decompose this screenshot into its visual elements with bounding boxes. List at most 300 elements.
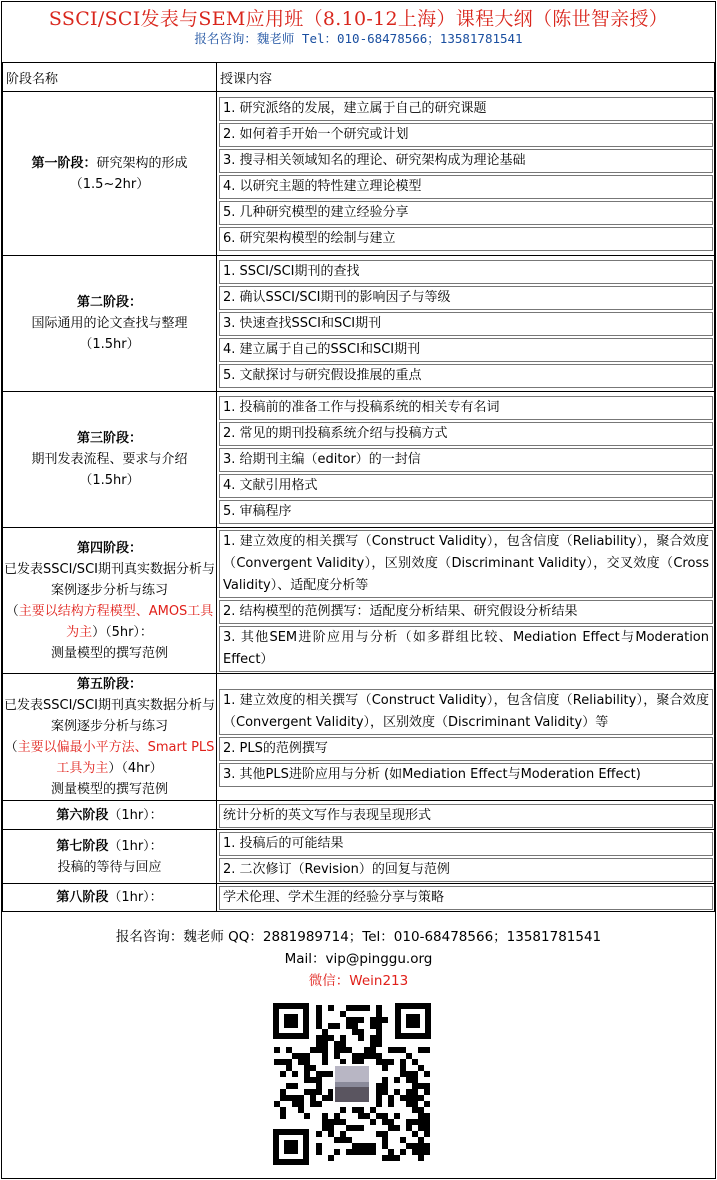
list-item: 3. 搜寻相关领域知名的理论、研究架构成为理论基础 <box>219 149 713 173</box>
stage-name-cell <box>3 92 217 256</box>
qr-module <box>328 1005 334 1011</box>
qr-module <box>370 1017 376 1023</box>
qr-module <box>304 1089 310 1095</box>
qr-module <box>310 1065 316 1071</box>
stage-topic: 已发表SSCI/SCI期刊真实数据分析与案例逐步分析与练习 <box>4 698 215 734</box>
stage-content-cell <box>217 92 715 256</box>
table-row <box>3 674 715 801</box>
qr-module <box>292 1083 298 1089</box>
stage-duration: （1.5~2hr） <box>69 176 150 192</box>
stage-duration: （1.5hr） <box>79 473 140 488</box>
stage-name-cell <box>3 884 217 912</box>
qr-module <box>424 1131 430 1137</box>
list-item: 3. 其他PLS进阶应用与分析 (如Mediation Effect与Moderation Effect) <box>219 763 713 787</box>
qr-module <box>388 1149 394 1155</box>
qr-module <box>334 1023 340 1029</box>
qr-module <box>376 1017 382 1023</box>
qr-module <box>376 1029 382 1035</box>
list-item: 4. 建立属于自己的SSCI和SCI期刊 <box>219 338 713 362</box>
qr-module <box>316 1143 322 1149</box>
qr-module <box>304 1053 310 1059</box>
qr-module <box>382 1065 388 1071</box>
stage-name-cell <box>3 528 217 674</box>
qr-module <box>316 1041 322 1047</box>
stage-content-cell <box>217 830 715 884</box>
qr-module <box>280 1095 286 1101</box>
qr-module <box>298 1059 304 1065</box>
qr-module <box>334 1119 340 1125</box>
qr-module <box>358 1035 364 1041</box>
qr-module <box>364 1005 370 1011</box>
qr-module <box>280 1059 286 1065</box>
qr-module <box>364 1053 370 1059</box>
qr-module <box>400 1095 406 1101</box>
qr-module <box>340 1107 346 1113</box>
qr-module <box>328 1035 334 1041</box>
qr-module <box>328 1125 334 1131</box>
qr-module <box>316 1035 322 1041</box>
qr-module <box>286 1095 292 1101</box>
qr-module <box>388 1155 394 1161</box>
list-item: 5. 审稿程序 <box>219 500 713 524</box>
qr-module <box>364 1143 370 1149</box>
qr-module <box>376 1041 382 1047</box>
qr-module <box>316 1047 322 1053</box>
qr-module <box>352 1143 358 1149</box>
qr-module <box>412 1149 418 1155</box>
contact-line: 报名咨询：魏老师 QQ：2881989714；Tel：010-68478566；13581781541 <box>115 929 602 945</box>
qr-module <box>376 1083 382 1089</box>
qr-module <box>418 1143 424 1149</box>
qr-module <box>334 1137 340 1143</box>
stage-tool-open: （ <box>4 740 18 755</box>
qr-module <box>406 1077 412 1083</box>
list-item: 3. 给期刊主编（editor）的一封信 <box>219 448 713 472</box>
qr-module <box>382 1017 388 1023</box>
qr-module <box>304 1071 310 1077</box>
table-row <box>3 256 715 392</box>
qr-module <box>376 1059 382 1065</box>
stage-duration: ）（5hr）： <box>92 624 153 640</box>
stage-label: 第二阶段： <box>76 295 142 310</box>
qr-module <box>376 1005 382 1011</box>
qr-module <box>382 1059 388 1065</box>
qr-module <box>418 1107 424 1113</box>
qr-module <box>382 1137 388 1143</box>
list-item: 2. 如何着手开始一个研究或计划 <box>219 123 713 147</box>
qr-module <box>292 1071 298 1077</box>
list-item: 2. 结构模型的范例撰写：适配度分析结果、研究假设分析结果 <box>219 600 713 624</box>
mail-line: Mail：vip@pinggu.org <box>284 951 433 967</box>
qr-module <box>292 1053 298 1059</box>
qr-module <box>412 1059 418 1065</box>
stage-content-cell <box>217 884 715 912</box>
qr-module <box>400 1137 406 1143</box>
qr-module <box>322 1053 328 1059</box>
qr-module <box>316 1011 322 1017</box>
stage-label: 第四阶段： <box>76 540 142 556</box>
qr-module <box>364 1149 370 1155</box>
stage-label: 第八阶段 <box>56 890 109 905</box>
qr-module <box>424 1101 430 1107</box>
list-item: 2. 常见的期刊投稿系统介绍与投稿方式 <box>219 422 713 446</box>
stage-name-cell <box>3 830 217 884</box>
list-item: 1. 投稿前的准备工作与投稿系统的相关专有名词 <box>219 396 713 420</box>
qr-module <box>382 1119 388 1125</box>
qr-module <box>376 1089 382 1095</box>
table-row <box>3 392 715 528</box>
qr-module <box>412 1077 418 1083</box>
stage-name-cell <box>3 801 217 830</box>
qr-module <box>322 1047 328 1053</box>
qr-module <box>418 1155 424 1161</box>
qr-module <box>274 1101 280 1107</box>
qr-module <box>412 1095 418 1101</box>
qr-module <box>424 1113 430 1119</box>
list-item: 4. 以研究主题的特性建立理论模型 <box>219 175 713 199</box>
qr-module <box>298 1053 304 1059</box>
qr-module <box>376 1113 382 1119</box>
qr-module <box>358 1125 364 1131</box>
qr-module <box>388 1059 394 1065</box>
qr-module <box>394 1155 400 1161</box>
table-header-row <box>3 63 715 92</box>
qr-module <box>280 1113 286 1119</box>
qr-module <box>358 1005 364 1011</box>
qr-module <box>352 1029 358 1035</box>
qr-module <box>316 1005 322 1011</box>
qr-module <box>358 1053 364 1059</box>
stage-content-cell <box>217 256 715 392</box>
qr-module <box>310 1077 316 1083</box>
qr-module <box>370 1119 376 1125</box>
qr-module <box>316 1149 322 1155</box>
qr-module <box>322 1029 328 1035</box>
qr-module <box>394 1089 400 1095</box>
stage-content-cell <box>217 674 715 801</box>
list-item: 6. 研究架构模型的绘制与建立 <box>219 227 713 251</box>
qr-module <box>388 1047 394 1053</box>
qr-module <box>340 1131 346 1137</box>
qr-module <box>424 1149 430 1155</box>
qr-module <box>400 1047 406 1053</box>
qr-module <box>376 1011 382 1017</box>
stage-topic: 投稿的等待与回应 <box>57 859 162 875</box>
qr-module <box>418 1047 424 1053</box>
qr-module <box>412 1083 418 1089</box>
qr-module <box>388 1125 394 1131</box>
qr-module <box>418 1113 424 1119</box>
qr-module <box>322 1119 328 1125</box>
qr-module <box>352 1053 358 1059</box>
qr-module <box>394 1113 400 1119</box>
qr-module <box>424 1047 430 1053</box>
qr-module <box>298 1101 304 1107</box>
stage-topic: 国际通用的论文查找与整理 <box>31 316 188 331</box>
qr-module <box>358 1143 364 1149</box>
qr-module <box>274 1047 280 1053</box>
stage-duration: （1hr）： <box>108 838 163 854</box>
list-item: 4. 文献引用格式 <box>219 474 713 498</box>
qr-module <box>304 1065 310 1071</box>
qr-module <box>400 1059 406 1065</box>
qr-module <box>340 1035 346 1041</box>
course-outline-table <box>2 62 715 912</box>
qr-module <box>400 1071 406 1077</box>
qr-module <box>370 1053 376 1059</box>
qr-module <box>364 1047 370 1053</box>
qr-module <box>418 1149 424 1155</box>
qr-module <box>280 1071 286 1077</box>
qr-module <box>370 1143 376 1149</box>
stage-topic: 已发表SSCI/SCI期刊真实数据分析与案例逐步分析与练习 <box>4 561 215 598</box>
qr-module <box>322 1035 328 1041</box>
qr-module <box>364 1113 370 1119</box>
stage-label: 第六阶段 <box>56 807 109 823</box>
qr-module <box>424 1143 430 1149</box>
qr-module <box>292 1101 298 1107</box>
qr-module <box>304 1113 310 1119</box>
qr-module <box>352 1017 358 1023</box>
qr-module <box>358 1113 364 1119</box>
qr-module <box>424 1125 430 1131</box>
qr-module <box>328 1131 334 1137</box>
qr-module <box>346 1005 352 1011</box>
qr-module <box>334 1113 340 1119</box>
list-item: 1. 建立效度的相关撰写（Construct Validity），包含信度（Reliability），聚合效度（Convergent Validity），区别效度（Discriminant Validity）等 <box>219 689 713 735</box>
qr-module <box>322 1113 328 1119</box>
qr-module <box>406 1119 412 1125</box>
stage-name-cell <box>3 256 217 392</box>
qr-module <box>376 1023 382 1029</box>
qr-module <box>322 1095 328 1101</box>
qr-module <box>382 1143 388 1149</box>
qr-module <box>298 1095 304 1101</box>
qr-module <box>418 1137 424 1143</box>
qr-module <box>406 1071 412 1077</box>
table-row <box>3 801 715 830</box>
qr-module <box>412 1119 418 1125</box>
stage-label: 第三阶段： <box>76 431 142 446</box>
qr-module <box>358 1107 364 1113</box>
qr-code-icon <box>271 1001 433 1167</box>
qr-module <box>418 1095 424 1101</box>
qr-module <box>412 1089 418 1095</box>
qr-module <box>340 1119 346 1125</box>
qr-module <box>346 1047 352 1053</box>
qr-module <box>376 1095 382 1101</box>
qr-module <box>406 1089 412 1095</box>
qr-module <box>388 1095 394 1101</box>
stage-content-cell <box>217 528 715 674</box>
stage-topic-extra: 测量模型的撰写范例 <box>50 782 168 797</box>
qr-module <box>358 1149 364 1155</box>
qr-module <box>382 1155 388 1161</box>
list-item: 3. 其他SEM进阶应用与分析（如多群组比较、Mediation Effect与Moderation Effect） <box>219 626 713 672</box>
stage-name-cell <box>3 392 217 528</box>
qr-module <box>400 1149 406 1155</box>
qr-module <box>418 1119 424 1125</box>
stage-topic-extra: 测量模型的撰写范例 <box>50 645 168 661</box>
qr-module <box>286 1065 292 1071</box>
stage-tool-note: 主要以结构方程模型、AMOS工具为主 <box>18 603 214 640</box>
qr-module <box>370 1107 376 1113</box>
stage-content-cell <box>217 392 715 528</box>
qr-module <box>394 1077 400 1083</box>
qr-module <box>418 1125 424 1131</box>
qr-module <box>424 1119 430 1125</box>
qr-module <box>322 1125 328 1131</box>
qr-module <box>274 1059 280 1065</box>
qr-module <box>316 1077 322 1083</box>
qr-module <box>358 1029 364 1035</box>
qr-module <box>382 1131 388 1137</box>
qr-module <box>382 1089 388 1095</box>
qr-module <box>322 1071 328 1077</box>
qr-module <box>310 1089 316 1095</box>
qr-module <box>412 1143 418 1149</box>
qr-module <box>346 1137 352 1143</box>
qr-module <box>388 1101 394 1107</box>
list-item: 统计分析的英文写作与表现呈现形式 <box>219 804 713 828</box>
qr-module <box>304 1077 310 1083</box>
qr-module <box>346 1125 352 1131</box>
qr-module <box>370 1023 376 1029</box>
table-row <box>3 528 715 674</box>
qr-module <box>316 1071 322 1077</box>
qr-module <box>382 1077 388 1083</box>
qr-module <box>316 1101 322 1107</box>
qr-module <box>352 1107 358 1113</box>
qr-module <box>280 1089 286 1095</box>
table-row <box>3 92 715 256</box>
qr-module <box>328 1023 334 1029</box>
qr-module <box>334 1047 340 1053</box>
list-item: 1. 建立效度的相关撰写（Construct Validity），包含信度（Reliability），聚合效度（Convergent Validity），区别效度（Discriminant Validity），交叉效度（Cross Validity）、适配度分析等 <box>219 530 713 598</box>
qr-module <box>328 1119 334 1125</box>
qr-module <box>424 1071 430 1077</box>
page-title: SSCI/SCI发表与SEM应用班（8.10-12上海）课程大纲（陈世智亲授） <box>48 8 669 30</box>
qr-module <box>376 1131 382 1137</box>
qr-module <box>412 1071 418 1077</box>
table-row <box>3 884 715 912</box>
qr-module <box>412 1107 418 1113</box>
qr-module <box>280 1107 286 1113</box>
qr-module <box>352 1023 358 1029</box>
qr-module <box>376 1035 382 1041</box>
qr-module <box>328 1155 334 1161</box>
qr-module <box>370 1035 376 1041</box>
qr-module <box>286 1059 292 1065</box>
qr-module <box>352 1125 358 1131</box>
qr-module <box>316 1089 322 1095</box>
qr-module <box>286 1047 292 1053</box>
qr-module <box>340 1041 346 1047</box>
stage-duration: （1hr）： <box>108 807 163 823</box>
qr-module <box>370 1047 376 1053</box>
qr-module <box>394 1125 400 1131</box>
qr-module <box>334 1041 340 1047</box>
header-content: 授课内容 <box>217 63 715 92</box>
stage-topic: 期刊发表流程、要求与介绍 <box>31 452 188 467</box>
header-stage: 阶段名称 <box>3 63 217 92</box>
qr-module <box>400 1065 406 1071</box>
qr-module <box>286 1083 292 1089</box>
qr-module <box>298 1107 304 1113</box>
table-row <box>3 830 715 884</box>
qr-module <box>406 1143 412 1149</box>
qr-module <box>316 1131 322 1137</box>
list-item: 1. 研究派络的发展，建立属于自己的研究课题 <box>219 97 713 121</box>
qr-module <box>382 1083 388 1089</box>
qr-module <box>346 1149 352 1155</box>
qr-module <box>310 1101 316 1107</box>
qr-module <box>376 1053 382 1059</box>
qr-module <box>406 1095 412 1101</box>
qr-module <box>346 1023 352 1029</box>
qr-module <box>310 1095 316 1101</box>
qr-module <box>424 1083 430 1089</box>
qr-module <box>352 1005 358 1011</box>
qr-module <box>316 1083 322 1089</box>
list-item: 1. 投稿后的可能结果 <box>219 832 713 856</box>
qr-module <box>382 1113 388 1119</box>
list-item: 5. 几种研究模型的建立经验分享 <box>219 201 713 225</box>
stage-label: 第五阶段： <box>76 677 142 692</box>
qr-module <box>424 1089 430 1095</box>
qr-module <box>316 1017 322 1023</box>
list-item: 2. PLS的范例撰写 <box>219 737 713 761</box>
qr-module <box>316 1023 322 1029</box>
stage-name-cell <box>3 674 217 801</box>
list-item: 3. 快速查找SSCI和SCI期刊 <box>219 312 713 336</box>
qr-module <box>388 1119 394 1125</box>
qr-module <box>370 1041 376 1047</box>
qr-module <box>412 1101 418 1107</box>
qr-module <box>322 1041 328 1047</box>
stage-topic: 研究架构的形成 <box>96 155 188 171</box>
qr-module <box>418 1065 424 1071</box>
qr-module <box>406 1101 412 1107</box>
qr-module <box>394 1047 400 1053</box>
qr-module <box>340 1011 346 1017</box>
qr-module <box>406 1125 412 1131</box>
qr-module <box>352 1149 358 1155</box>
qr-module <box>412 1131 418 1137</box>
list-item: 2. 二次修订（Revision）的回复与范例 <box>219 858 713 882</box>
stage-duration: （1.5hr） <box>79 337 140 352</box>
qr-module <box>358 1017 364 1023</box>
qr-module <box>346 1017 352 1023</box>
stage-label: 第一阶段： <box>31 155 97 171</box>
qr-module <box>340 1137 346 1143</box>
qr-module <box>370 1149 376 1155</box>
qr-module <box>304 1059 310 1065</box>
qr-module <box>334 1149 340 1155</box>
qr-module <box>310 1047 316 1053</box>
qr-module <box>376 1101 382 1107</box>
list-item: 5. 文献探讨与研究假设推展的重点 <box>219 364 713 388</box>
page-header <box>0 0 717 50</box>
contact-subtitle: 报名咨询：魏老师 Tel：010-68478566；13581781541 <box>194 31 523 46</box>
qr-module <box>334 1053 340 1059</box>
qr-module <box>406 1053 412 1059</box>
wechat-line: 微信：Wein213 <box>308 973 409 989</box>
stage-duration: ）（4hr） <box>108 761 163 776</box>
list-item: 2. 确认SSCI/SCI期刊的影响因子与等级 <box>219 286 713 310</box>
qr-module <box>322 1059 328 1065</box>
stage-duration: （1hr）： <box>108 890 163 905</box>
